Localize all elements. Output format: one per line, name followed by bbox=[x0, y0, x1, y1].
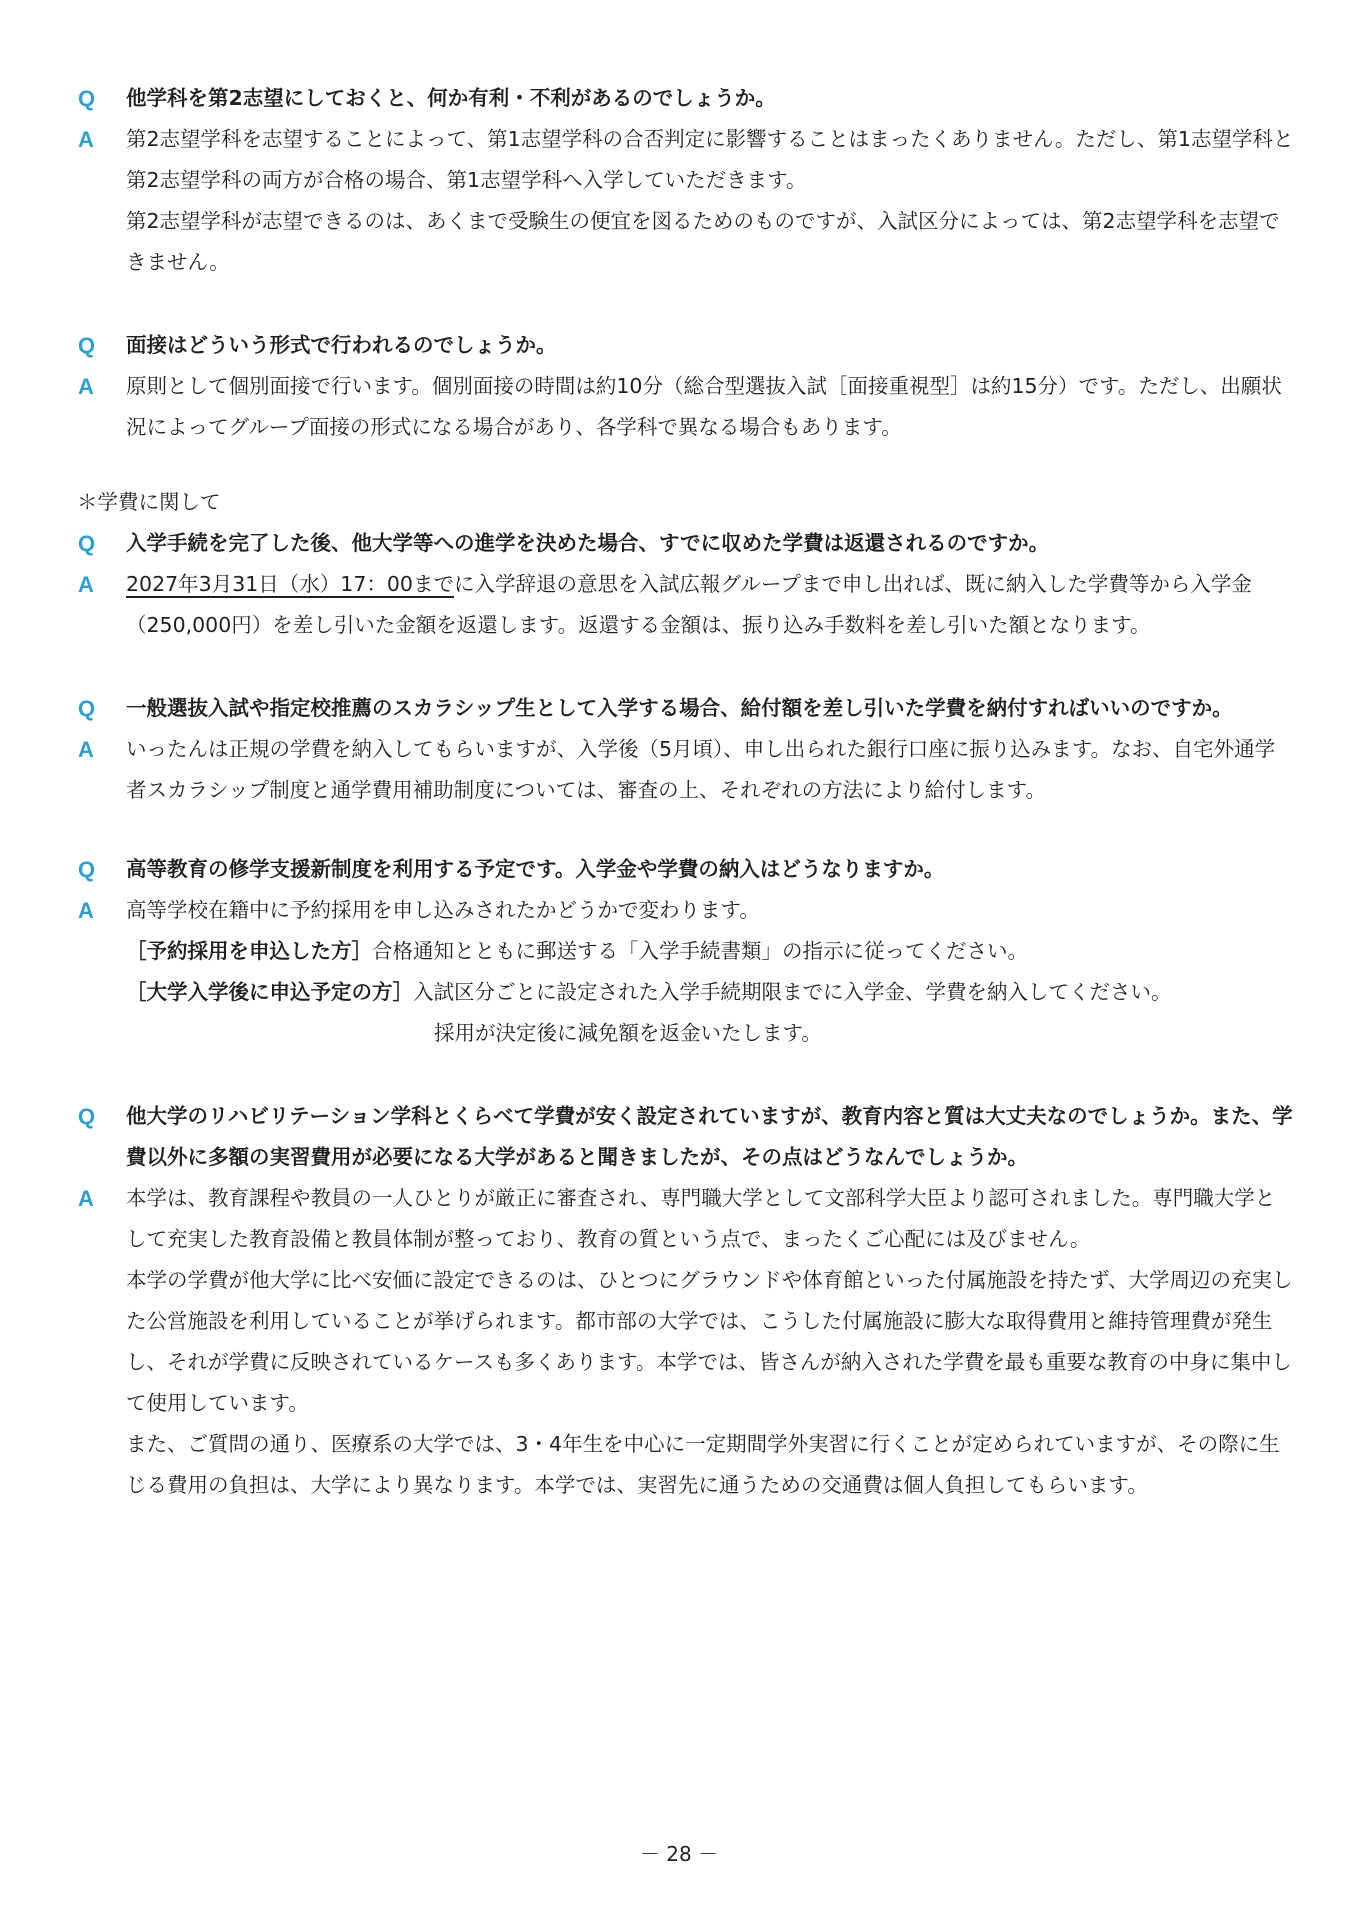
section-note: ＊学費に関して bbox=[77, 490, 221, 514]
answer-2 bbox=[75, 366, 1295, 448]
case-text: 合格通知とともに郵送する「入学手続書類」の指示に従ってください。 bbox=[372, 939, 1028, 963]
answer-paragraph: 第2志望学科を志望することによって、第1志望学科の合否判定に影響することはまったくありません。ただし、第1志望学科と第2志望学科の両方が合格の場合、第1志望学科へ入学していただきます。 bbox=[126, 127, 1294, 192]
answer-4 bbox=[75, 729, 1295, 811]
case-text-continued: 採用が決定後に減免額を返金いたします。 bbox=[434, 1021, 822, 1045]
answer-6 bbox=[75, 1178, 1295, 1506]
a-mark: A bbox=[78, 898, 94, 923]
case-text: 入試区分ごとに設定された入学手続期限までに入学金、学費を納入してください。 bbox=[413, 980, 1172, 1004]
question-2 bbox=[75, 325, 1295, 366]
answer-paragraph: 本学は、教育課程や教員の一人ひとりが厳正に審査され、専門職大学として文部科学大臣より認可されました。専門職大学として充実した教育設備と教員体制が整っており、教育の質という点で、まったくご心配には及びません。 bbox=[126, 1186, 1276, 1251]
answer-5 bbox=[75, 890, 1295, 1054]
question-1 bbox=[75, 78, 1295, 119]
q-mark: Q bbox=[78, 86, 96, 111]
q-mark: Q bbox=[78, 531, 96, 556]
question-4 bbox=[75, 688, 1295, 729]
answer-paragraph: 原則として個別面接で行います。個別面接の時間は約10分（総合型選抜入試［面接重視型］は約15分）です。ただし、出願状況によってグループ面接の形式になる場合があり、各学科で異なる場合もあります。 bbox=[126, 374, 1282, 439]
question-text: 面接はどういう形式で行われるのでしょうか。 bbox=[126, 333, 557, 357]
q-mark: Q bbox=[78, 1104, 96, 1129]
page-number: － 28 － bbox=[639, 1842, 719, 1866]
question-5 bbox=[75, 849, 1295, 890]
answer-paragraph: 本学の学費が他大学に比べ安価に設定できるのは、ひとつにグラウンドや体育館といった付属施設を持たず、大学周辺の充実した公営施設を利用していることが挙げられます。都市部の大学では、こうした付属施設に膨大な取得費用と維持管理費が発生し、それが学費に反映されているケースも多くあります。本学では、皆さんが納入された学費を最も重要な教育の中身に集中して使用しています。 bbox=[126, 1268, 1293, 1415]
answer-paragraph: また、ご質問の通り、医療系の大学では、3・4年生を中心に一定期間学外実習に行くことが定められていますが、その際に生じる費用の負担は、大学により異なります。本学では、実習先に通うための交通費は個人負担してもらいます。 bbox=[126, 1432, 1280, 1497]
question-text: 入学手続を完了した後、他大学等への進学を決めた場合、すでに収めた学費は返還されるのですか。 bbox=[126, 531, 1050, 555]
a-mark: A bbox=[78, 127, 94, 152]
a-mark: A bbox=[78, 374, 94, 399]
case-after-enrollment bbox=[126, 972, 1295, 1013]
answer-1 bbox=[75, 119, 1295, 283]
a-mark: A bbox=[78, 572, 94, 597]
question-6 bbox=[75, 1096, 1295, 1178]
question-3 bbox=[75, 523, 1295, 564]
q-mark: Q bbox=[78, 696, 96, 721]
faq-content bbox=[75, 78, 1295, 1506]
q-mark: Q bbox=[78, 857, 96, 882]
case-label: ［大学入学後に申込予定の方］ bbox=[126, 980, 413, 1004]
case-reserved bbox=[126, 931, 1295, 972]
answer-paragraph: いったんは正規の学費を納入してもらいますが、入学後（5月頃）、申し出られた銀行口座に振り込みます。なお、自宅外通学者スカラシップ制度と通学費用補助制度については、審査の上、それぞれの方法により給付します。 bbox=[126, 737, 1276, 802]
answer-paragraph bbox=[126, 564, 1295, 646]
a-mark: A bbox=[78, 737, 94, 762]
question-text: 他学科を第2志望にしておくと、何か有利・不利があるのでしょうか。 bbox=[126, 86, 776, 110]
case-label: ［予約採用を申込した方］ bbox=[126, 939, 372, 963]
q-mark: Q bbox=[78, 333, 96, 358]
refund-deadline: 2027年3月31日（水）17：00まで bbox=[126, 572, 454, 596]
answer-3 bbox=[75, 564, 1295, 646]
answer-paragraph: 高等学校在籍中に予約採用を申し込みされたかどうかで変わります。 bbox=[126, 898, 760, 922]
answer-paragraph: 第2志望学科が志望できるのは、あくまで受験生の便宜を図るためのものですが、入試区分によっては、第2志望学科を志望できません。 bbox=[126, 209, 1280, 274]
question-text: 他大学のリハビリテーション学科とくらべて学費が安く設定されていますが、教育内容と質は大丈夫なのでしょうか。また、学費以外に多額の実習費用が必要になる大学があると聞きましたが、その点はどうなんでしょうか。 bbox=[126, 1104, 1293, 1169]
a-mark: A bbox=[78, 1186, 94, 1211]
answer-text: に入学辞退の意思を入試広報グループまで申し出れば、既に納入した学費等から入学金（250,000円）を差し引いた金額を返還します。返還する金額は、振り込み手数料を差し引いた額となります。 bbox=[126, 572, 1252, 637]
question-text: 一般選抜入試や指定校推薦のスカラシップ生として入学する場合、給付額を差し引いた学費を納付すればいいのですか。 bbox=[126, 696, 1233, 720]
question-text: 高等教育の修学支援新制度を利用する予定です。入学金や学費の納入はどうなりますか。 bbox=[126, 857, 945, 881]
